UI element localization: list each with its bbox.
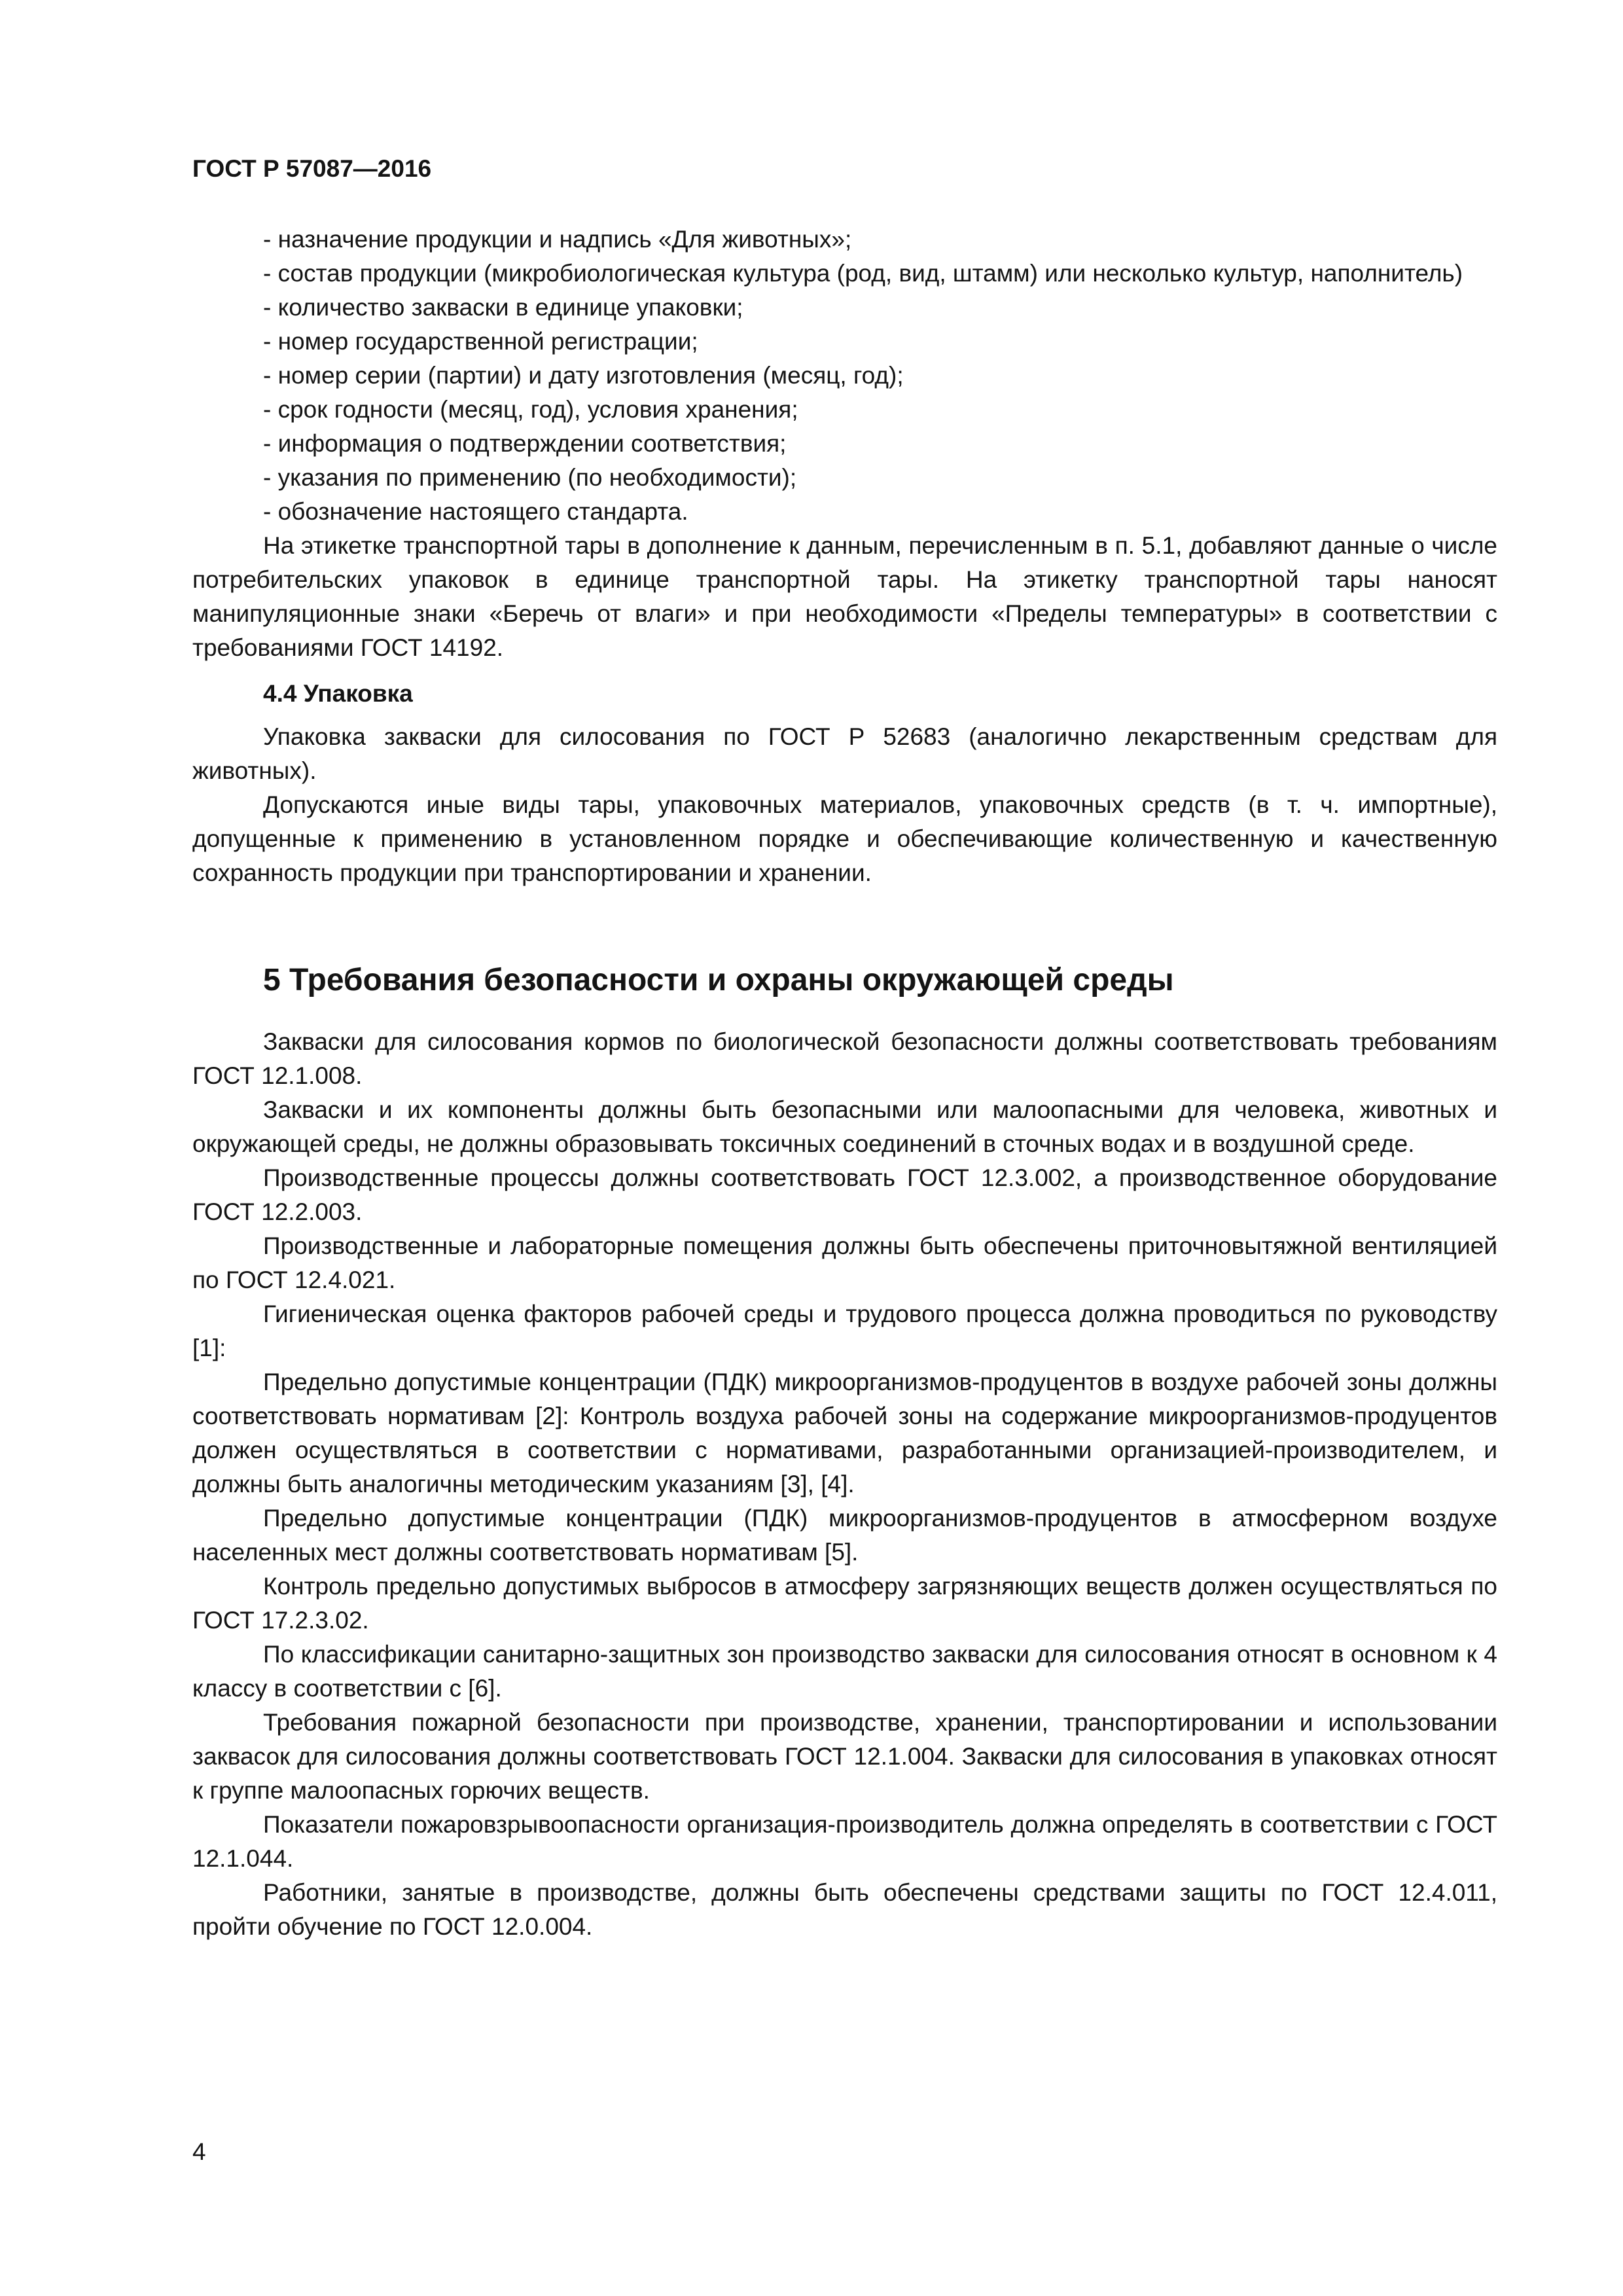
list-item: - назначение продукции и надпись «Для животных»; bbox=[263, 226, 852, 253]
paragraph: Показатели пожаровзрывоопасности организация-производитель должна определять в соответствии с ГОСТ 12.1.044. bbox=[192, 1811, 1497, 1872]
paragraph-transport-label: На этикетке транспортной тары в дополнение к данным, перечисленным в п. 5.1, добавляют данные о числе потребительских упаковок в единице транспортной тары. На этикетку транспортной тары наносят манипуляционные знаки «Беречь от влаги» и при необходимости «Пределы температуры» в соответствии с требованиями ГОСТ 14192. bbox=[192, 532, 1497, 661]
list-item: - срок годности (месяц, год), условия хранения; bbox=[263, 396, 798, 423]
paragraph: Закваски и их компоненты должны быть безопасными или малоопасными для человека, животных и окружающей среды, не должны образовывать токсичных соединений в сточных водах и в воздушной среде. bbox=[192, 1096, 1497, 1157]
page-number: 4 bbox=[192, 2138, 206, 2165]
list-item: - количество закваски в единице упаковки; bbox=[263, 294, 743, 321]
label-requirements-list bbox=[192, 223, 1497, 529]
list-item: - состав продукции (микробиологическая культура (род, вид, штамм) или несколько культур, наполнитель) bbox=[263, 260, 1463, 287]
list-item: - указания по применению (по необходимости); bbox=[263, 464, 797, 491]
list-item: - информация о подтверждении соответствия; bbox=[263, 430, 787, 457]
section-heading-5: 5 Требования безопасности и охраны окружающей среды bbox=[263, 963, 1174, 997]
document-body bbox=[192, 223, 1497, 1944]
paragraph: Работники, занятые в производстве, должны быть обеспечены средствами защиты по ГОСТ 12.4.011, пройти обучение по ГОСТ 12.0.004. bbox=[192, 1879, 1497, 1940]
paragraph: Контроль предельно допустимых выбросов в атмосферу загрязняющих веществ должен осуществляться по ГОСТ 17.2.3.02. bbox=[192, 1573, 1497, 1634]
list-item: - номер серии (партии) и дату изготовления (месяц, год); bbox=[263, 362, 904, 389]
paragraph: Упаковка закваски для силосования по ГОСТ Р 52683 (аналогично лекарственным средствам для животных). bbox=[192, 723, 1497, 784]
paragraph: Закваски для силосования кормов по биологической безопасности должны соответствовать требованиям ГОСТ 12.1.008. bbox=[192, 1028, 1497, 1089]
paragraph: Производственные процессы должны соответствовать ГОСТ 12.3.002, а производственное оборудование ГОСТ 12.2.003. bbox=[192, 1164, 1497, 1225]
page-header-standard-id: ГОСТ Р 57087—2016 bbox=[192, 155, 432, 182]
paragraph: Предельно допустимые концентрации (ПДК) микроорганизмов-продуцентов в воздухе рабочей зоны должны соответствовать нормативам [2]: Контроль воздуха рабочей зоны на содержание микроорганизмов-продуцентов должен осуществляться в соответствии с нормативами, разработанными организацией-производителем, и должны быть аналогичны методическим указаниям [3], [4]. bbox=[192, 1369, 1497, 1498]
paragraph: Требования пожарной безопасности при производстве, хранении, транспортировании и использовании заквасок для силосования должны соответствовать ГОСТ 12.1.004. Закваски для силосования в упаковках относят к группе малоопасных горючих веществ. bbox=[192, 1709, 1497, 1804]
paragraph: Допускаются иные виды тары, упаковочных материалов, упаковочных средств (в т. ч. импортные), допущенные к применению в установленном порядке и обеспечивающие количественную и качественную сохранность продукции при транспортировании и хранении. bbox=[192, 791, 1497, 886]
list-item: - номер государственной регистрации; bbox=[263, 328, 698, 355]
paragraph: Предельно допустимые концентрации (ПДК) микроорганизмов-продуцентов в атмосферном воздухе населенных мест должны соответствовать нормативам [5]. bbox=[192, 1505, 1497, 1566]
section-heading-4-4: 4.4 Упаковка bbox=[263, 680, 413, 707]
paragraph: По классификации санитарно-защитных зон производство закваски для силосования относят в основном к 4 классу в соответствии с [6]. bbox=[192, 1641, 1497, 1702]
list-item: - обозначение настоящего стандарта. bbox=[263, 498, 688, 525]
paragraph: Производственные и лабораторные помещения должны быть обеспечены приточновытяжной вентиляцией по ГОСТ 12.4.021. bbox=[192, 1232, 1497, 1293]
paragraph: Гигиеническая оценка факторов рабочей среды и трудового процесса должна проводиться по руководству [1]: bbox=[192, 1300, 1497, 1361]
